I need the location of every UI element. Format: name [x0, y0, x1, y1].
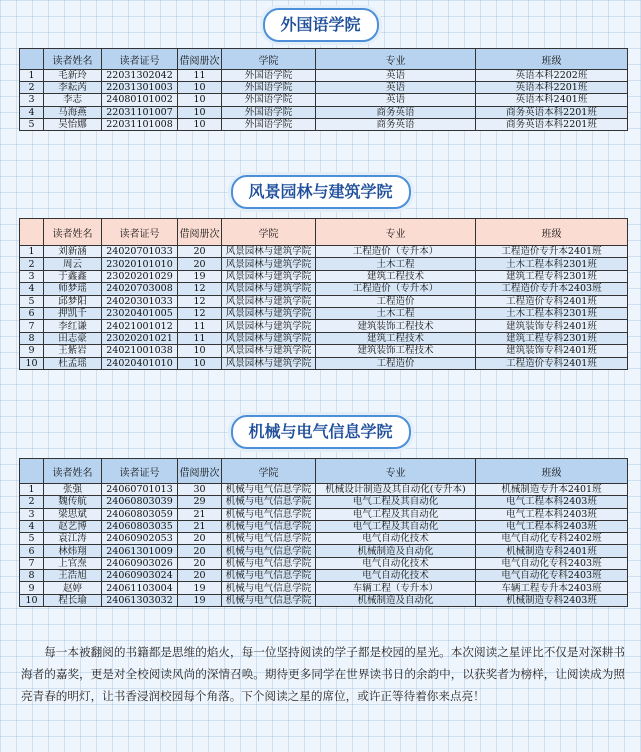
table-cell: 机械与电气信息学院 [222, 594, 316, 606]
column-header: 班级 [476, 459, 628, 484]
table-cell: 李志 [44, 94, 102, 106]
table-row [20, 345, 628, 357]
table-cell: 30 [178, 484, 222, 496]
reader-table [19, 48, 628, 131]
column-header: 学院 [222, 219, 316, 246]
table-cell: 24021001038 [102, 345, 178, 357]
table-cell: 风景园林与建筑学院 [222, 246, 316, 258]
table-cell: 赵婷 [44, 582, 102, 594]
table-cell: 19 [178, 582, 222, 594]
table-cell: 9 [20, 345, 44, 357]
section-title: 风景园林与建筑学院 [230, 175, 410, 209]
table-cell: 工程造价（专升本） [316, 283, 476, 295]
table-body [20, 70, 628, 131]
table-cell: 风景园林与建筑学院 [222, 270, 316, 282]
table-cell: 建筑装饰专科2401班 [476, 345, 628, 357]
table-cell: 机械与电气信息学院 [222, 545, 316, 557]
column-header: 专业 [316, 219, 476, 246]
table-cell: 车辆工程（专升本） [316, 582, 476, 594]
table-cell: 风景园林与建筑学院 [222, 345, 316, 357]
table-cell: 王紫岩 [44, 345, 102, 357]
table-cell: 电气工程本科2403班 [476, 496, 628, 508]
column-header: 借阅册次 [178, 219, 222, 246]
column-header: 读者证号 [102, 219, 178, 246]
table-cell: 24020401010 [102, 357, 178, 369]
table-cell: 19 [178, 270, 222, 282]
table-cell: 风景园林与建筑学院 [222, 258, 316, 270]
table-cell: 土木工程 [316, 258, 476, 270]
table-cell: 12 [178, 307, 222, 319]
table-header-row [20, 219, 628, 246]
column-header: 借阅册次 [178, 49, 222, 70]
table-cell: 英语 [316, 94, 476, 106]
table-cell: 李耘芮 [44, 82, 102, 94]
table-cell: 23020201021 [102, 332, 178, 344]
table-row [20, 320, 628, 332]
table-cell: 电气工程本科2403班 [476, 508, 628, 520]
table-cell: 机械制造专科2401班 [476, 545, 628, 557]
table-cell: 22031101008 [102, 118, 178, 130]
table-cell: 建筑装饰工程技术 [316, 345, 476, 357]
table-cell: 22031101007 [102, 106, 178, 118]
table-cell: 工程造价 [316, 357, 476, 369]
table-cell: 电气工程本科2403班 [476, 520, 628, 532]
table-cell: 24020701033 [102, 246, 178, 258]
table-row [20, 295, 628, 307]
table-cell: 11 [178, 70, 222, 82]
table-cell: 24060701013 [102, 484, 178, 496]
table-cell: 4 [20, 283, 44, 295]
table-cell: 2 [20, 82, 44, 94]
column-header [20, 219, 44, 246]
table-cell: 6 [20, 545, 44, 557]
table-cell: 23020101010 [102, 258, 178, 270]
table-cell: 10 [178, 118, 222, 130]
table-row [20, 582, 628, 594]
column-header: 学院 [222, 49, 316, 70]
table-header-row [20, 459, 628, 484]
table-cell: 24061303032 [102, 594, 178, 606]
table-body [20, 484, 628, 607]
table-cell: 1 [20, 70, 44, 82]
table-cell: 土木工程本科2301班 [476, 258, 628, 270]
column-header: 读者姓名 [44, 219, 102, 246]
table-cell: 21 [178, 508, 222, 520]
table-cell: 机械与电气信息学院 [222, 582, 316, 594]
table-cell: 杜孟瑶 [44, 357, 102, 369]
table-cell: 4 [20, 106, 44, 118]
table-cell: 20 [178, 570, 222, 582]
table-cell: 英语 [316, 70, 476, 82]
table-cell: 师梦瑶 [44, 283, 102, 295]
table-row [20, 520, 628, 532]
table-cell: 建筑工程技术 [316, 332, 476, 344]
table-cell: 电气工程及其自动化 [316, 520, 476, 532]
table-row [20, 496, 628, 508]
table-cell: 电气自动化技术 [316, 557, 476, 569]
table-cell: 机械与电气信息学院 [222, 557, 316, 569]
table-cell: 24021001012 [102, 320, 178, 332]
table-cell: 电气自动化技术 [316, 533, 476, 545]
table-row [20, 508, 628, 520]
table-cell: 风景园林与建筑学院 [222, 307, 316, 319]
table-cell: 英语 [316, 82, 476, 94]
table-cell: 土木工程本科2301班 [476, 307, 628, 319]
section-title: 机械与电气信息学院 [230, 415, 410, 449]
table-cell: 2 [20, 496, 44, 508]
table-cell: 张强 [44, 484, 102, 496]
column-header: 读者证号 [102, 459, 178, 484]
table-cell: 赵艺博 [44, 520, 102, 532]
table-cell: 机械与电气信息学院 [222, 520, 316, 532]
table-cell: 风景园林与建筑学院 [222, 283, 316, 295]
table-cell: 风景园林与建筑学院 [222, 320, 316, 332]
table-cell: 外国语学院 [222, 82, 316, 94]
table-cell: 机械与电气信息学院 [222, 508, 316, 520]
table-cell: 工程造价专科2401班 [476, 357, 628, 369]
table-cell: 23020401005 [102, 307, 178, 319]
table-cell: 24080101002 [102, 94, 178, 106]
table-cell: 商务英语本科2201班 [476, 106, 628, 118]
table-cell: 5 [20, 118, 44, 130]
table-cell: 英语本科2201班 [476, 82, 628, 94]
table-cell: 外国语学院 [222, 94, 316, 106]
table-cell: 20 [178, 246, 222, 258]
table-cell: 7 [20, 557, 44, 569]
column-header: 读者证号 [102, 49, 178, 70]
table-cell: 工程造价专升本2401班 [476, 246, 628, 258]
table-cell: 10 [178, 345, 222, 357]
table-cell: 电气自动化专科2403班 [476, 570, 628, 582]
reader-table [19, 218, 628, 370]
table-cell: 电气工程及其自动化 [316, 496, 476, 508]
table-row [20, 533, 628, 545]
table-cell: 3 [20, 508, 44, 520]
table-cell: 外国语学院 [222, 70, 316, 82]
table-cell: 于鑫鑫 [44, 270, 102, 282]
reader-table [19, 458, 628, 607]
table-cell: 11 [178, 320, 222, 332]
table-cell: 24060903026 [102, 557, 178, 569]
table-cell: 24060803039 [102, 496, 178, 508]
table-cell: 机械制造及自动化 [316, 594, 476, 606]
table-cell: 2 [20, 258, 44, 270]
table-cell: 机械与电气信息学院 [222, 570, 316, 582]
table-cell: 林炜翔 [44, 545, 102, 557]
table-cell: 电气自动化专科2403班 [476, 557, 628, 569]
table-cell: 周云 [44, 258, 102, 270]
table-cell: 20 [178, 533, 222, 545]
table-row [20, 106, 628, 118]
table-cell: 22031301003 [102, 82, 178, 94]
table-cell: 24060903024 [102, 570, 178, 582]
table-cell: 商务英语 [316, 118, 476, 130]
table-cell: 12 [178, 295, 222, 307]
table-cell: 英语本科2401班 [476, 94, 628, 106]
table-cell: 机械制造专科2403班 [476, 594, 628, 606]
table-cell: 10 [178, 106, 222, 118]
column-header: 专业 [316, 459, 476, 484]
table-cell: 刘新涵 [44, 246, 102, 258]
table-cell: 10 [20, 357, 44, 369]
table-row [20, 246, 628, 258]
table-cell: 机械设计制造及其自动化(专升本) [316, 484, 476, 496]
closing-paragraph: 每一本被翻阅的书籍都是思维的焰火，每一位坚持阅读的学子都是校园的星光。本次阅读之星评比不仅是对深耕书海者的嘉奖，更是对全校阅读风尚的深情召唤。期待更多同学在世界读书日的余韵中，以获奖者为榜样，让阅读成为照亮青春的明灯，让书香浸润校园每个角落。下个阅读之星的席位，或许正等待着你来点亮！ [21, 645, 625, 703]
table-cell: 22031302042 [102, 70, 178, 82]
table-cell: 24060902053 [102, 533, 178, 545]
table-row [20, 258, 628, 270]
table-cell: 20 [178, 258, 222, 270]
table-cell: 23020201029 [102, 270, 178, 282]
column-header [20, 49, 44, 70]
table-cell: 田志豪 [44, 332, 102, 344]
table-cell: 上官焘 [44, 557, 102, 569]
table-cell: 英语本科2202班 [476, 70, 628, 82]
table-cell: 梁思斌 [44, 508, 102, 520]
table-cell: 3 [20, 94, 44, 106]
table-cell: 程长瑜 [44, 594, 102, 606]
table-cell: 5 [20, 295, 44, 307]
table-header-row [20, 49, 628, 70]
table-row [20, 283, 628, 295]
table-cell: 建筑装饰工程技术 [316, 320, 476, 332]
table-cell: 吴怡娜 [44, 118, 102, 130]
table-cell: 24061103004 [102, 582, 178, 594]
table-cell: 电气自动化专科2402班 [476, 533, 628, 545]
table-cell: 24061301009 [102, 545, 178, 557]
table-cell: 风景园林与建筑学院 [222, 357, 316, 369]
table-cell: 10 [178, 357, 222, 369]
table-cell: 11 [178, 332, 222, 344]
table-cell: 机械制造专升本2401班 [476, 484, 628, 496]
table-cell: 20 [178, 545, 222, 557]
table-cell: 21 [178, 520, 222, 532]
table-cell: 车辆工程专升本2403班 [476, 582, 628, 594]
table-cell: 工程造价专科2401班 [476, 295, 628, 307]
table-row [20, 357, 628, 369]
table-row [20, 270, 628, 282]
table-cell: 王浩旭 [44, 570, 102, 582]
table-cell: 机械与电气信息学院 [222, 533, 316, 545]
table-body [20, 246, 628, 370]
table-cell: 10 [178, 94, 222, 106]
table-row [20, 70, 628, 82]
table-cell: 建筑工程技术 [316, 270, 476, 282]
table-cell: 机械与电气信息学院 [222, 496, 316, 508]
table-cell: 外国语学院 [222, 106, 316, 118]
table-cell: 8 [20, 570, 44, 582]
table-cell: 工程造价（专升本） [316, 246, 476, 258]
column-header [20, 459, 44, 484]
table-row [20, 118, 628, 130]
table-cell: 12 [178, 283, 222, 295]
table-cell: 10 [20, 594, 44, 606]
column-header: 读者姓名 [44, 49, 102, 70]
table-cell: 24020301033 [102, 295, 178, 307]
table-cell: 工程造价 [316, 295, 476, 307]
table-cell: 7 [20, 320, 44, 332]
table-cell: 建筑工程专科2301班 [476, 332, 628, 344]
table-cell: 马海燕 [44, 106, 102, 118]
table-cell: 1 [20, 246, 44, 258]
table-cell: 机械制造及自动化 [316, 545, 476, 557]
table-cell: 8 [20, 332, 44, 344]
table-cell: 电气工程及其自动化 [316, 508, 476, 520]
column-header: 借阅册次 [178, 459, 222, 484]
column-header: 专业 [316, 49, 476, 70]
table-cell: 1 [20, 484, 44, 496]
table-cell: 5 [20, 533, 44, 545]
table-cell: 3 [20, 270, 44, 282]
table-cell: 邱梦阳 [44, 295, 102, 307]
table-cell: 24060803035 [102, 520, 178, 532]
table-row [20, 594, 628, 606]
table-row [20, 307, 628, 319]
table-cell: 风景园林与建筑学院 [222, 332, 316, 344]
table-cell: 毛新玲 [44, 70, 102, 82]
table-cell: 建筑工程专科2301班 [476, 270, 628, 282]
table-cell: 押凯千 [44, 307, 102, 319]
table-cell: 商务英语 [316, 106, 476, 118]
table-cell: 土木工程 [316, 307, 476, 319]
section-title: 外国语学院 [262, 8, 378, 42]
table-cell: 6 [20, 307, 44, 319]
table-cell: 9 [20, 582, 44, 594]
table-row [20, 557, 628, 569]
table-cell: 风景园林与建筑学院 [222, 295, 316, 307]
table-row [20, 94, 628, 106]
table-row [20, 332, 628, 344]
table-cell: 魏传航 [44, 496, 102, 508]
table-cell: 袁江涛 [44, 533, 102, 545]
table-row [20, 545, 628, 557]
table-cell: 李红谦 [44, 320, 102, 332]
table-cell: 电气自动化技术 [316, 570, 476, 582]
table-cell: 10 [178, 82, 222, 94]
table-cell: 建筑装饰专科2401班 [476, 320, 628, 332]
column-header: 班级 [476, 49, 628, 70]
table-cell: 24020703008 [102, 283, 178, 295]
column-header: 班级 [476, 219, 628, 246]
table-cell: 4 [20, 520, 44, 532]
table-cell: 24060803059 [102, 508, 178, 520]
table-cell: 29 [178, 496, 222, 508]
column-header: 学院 [222, 459, 316, 484]
table-row [20, 484, 628, 496]
table-cell: 机械与电气信息学院 [222, 484, 316, 496]
table-cell: 外国语学院 [222, 118, 316, 130]
table-cell: 商务英语本科2201班 [476, 118, 628, 130]
table-cell: 19 [178, 594, 222, 606]
column-header: 读者姓名 [44, 459, 102, 484]
table-cell: 工程造价专升本2403班 [476, 283, 628, 295]
table-cell: 20 [178, 557, 222, 569]
table-row [20, 82, 628, 94]
table-row [20, 570, 628, 582]
